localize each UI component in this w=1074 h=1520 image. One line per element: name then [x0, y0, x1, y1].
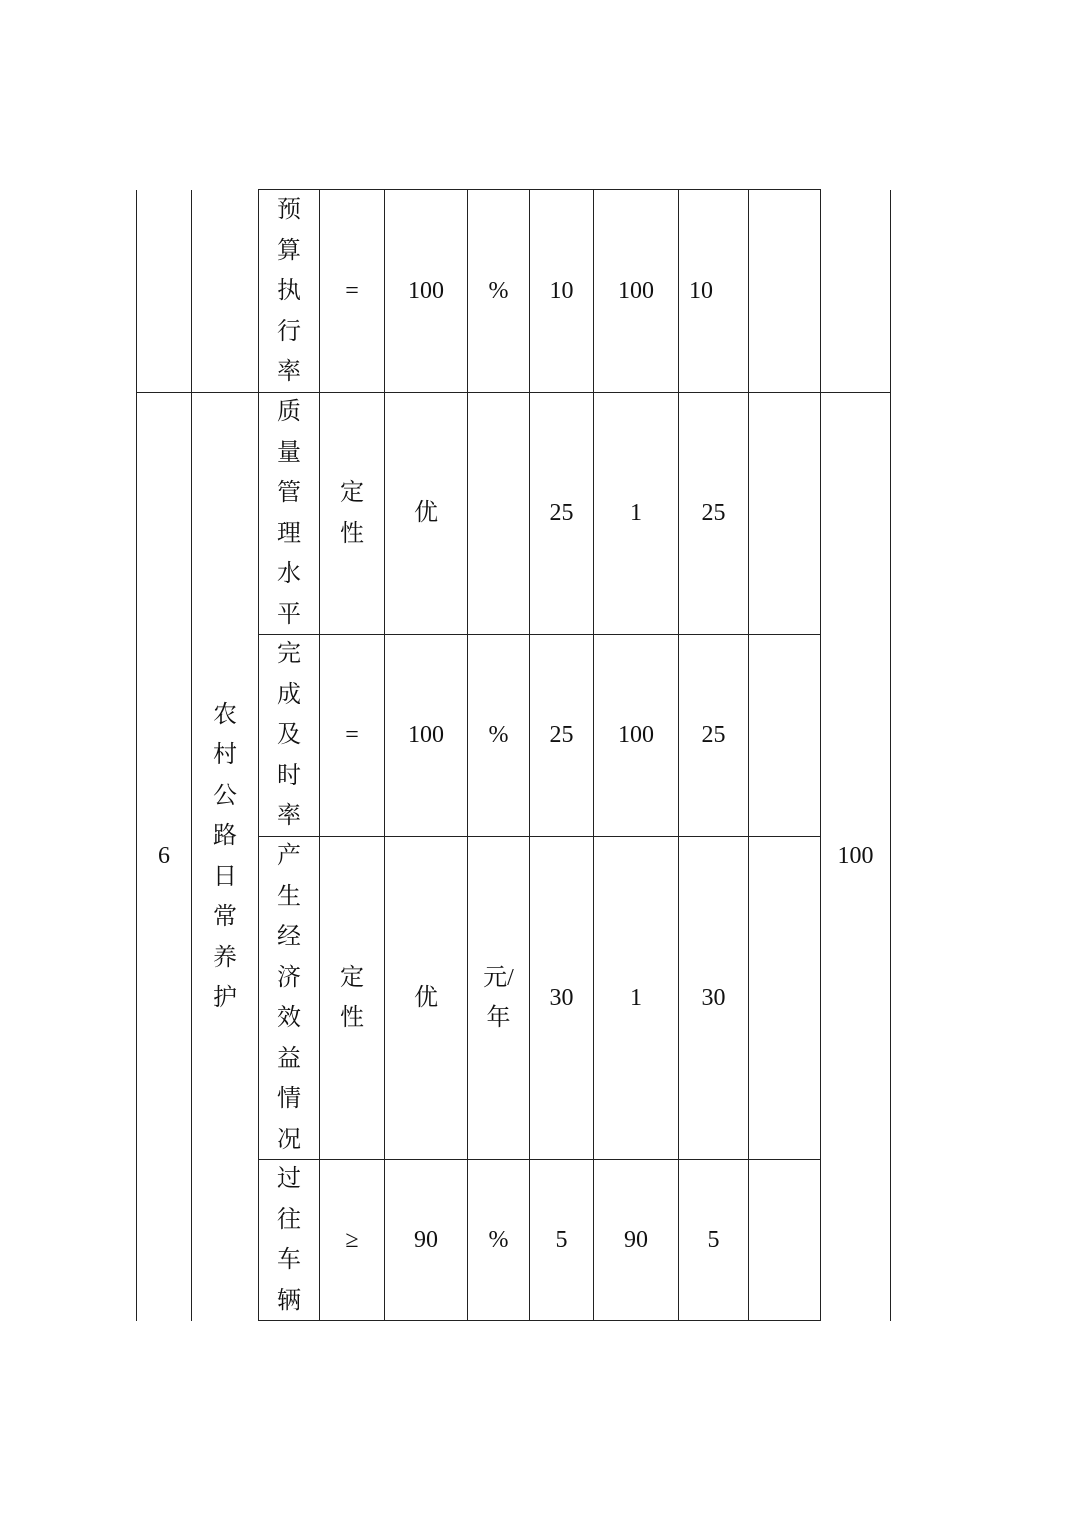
remark-cell: [749, 1160, 820, 1320]
unit-text: %: [488, 722, 509, 749]
unit-cell: [468, 393, 529, 634]
indicator-cell: [259, 393, 319, 634]
project-text: 农村公路日常养护: [212, 701, 237, 1011]
seq-cell: [137, 393, 191, 1320]
operator-text: =: [345, 278, 359, 305]
actual-text: 1: [630, 500, 642, 527]
operator-text: =: [345, 722, 359, 749]
target-cell: [385, 837, 467, 1159]
operator-text: 定性: [339, 964, 364, 1031]
weight-text: 25: [549, 500, 574, 527]
operator-cell: [320, 1160, 384, 1320]
remark-cell: [749, 837, 820, 1159]
target-cell: [385, 191, 467, 392]
weight-cell: [530, 837, 593, 1159]
seq-text: 6: [158, 843, 170, 870]
remark-cell: [749, 393, 820, 634]
unit-text: 元/年: [483, 964, 514, 1031]
score-cell: [679, 1160, 748, 1320]
actual-cell: [594, 635, 678, 836]
indicator-text: 完成及时率: [276, 641, 301, 830]
actual-cell: [594, 191, 678, 392]
score-text: 25: [701, 500, 726, 527]
weight-cell: [530, 191, 593, 392]
score-cell: [679, 635, 748, 836]
indicator-text: 过往车辆: [276, 1166, 301, 1314]
operator-cell: [320, 393, 384, 634]
operator-cell: [320, 837, 384, 1159]
weight-text: 30: [549, 984, 574, 1011]
actual-cell: [594, 393, 678, 634]
unit-cell: [468, 1160, 529, 1320]
actual-text: 1: [630, 984, 642, 1011]
score-text: 10: [689, 278, 713, 305]
indicator-cell: [259, 191, 319, 392]
weight-cell: [530, 635, 593, 836]
weight-cell: [530, 393, 593, 634]
actual-text: 90: [624, 1226, 648, 1253]
score-cell: [679, 191, 748, 392]
score-cell: [679, 837, 748, 1159]
indicator-cell: [259, 837, 319, 1159]
indicator-text: 产生经济效益情况: [276, 843, 301, 1153]
unit-cell: [468, 837, 529, 1159]
target-text: 优: [414, 984, 438, 1011]
target-cell: [385, 393, 467, 634]
grid-line: [258, 189, 821, 190]
target-cell: [385, 1160, 467, 1320]
project-cell: [192, 393, 258, 1320]
total-score-text: 100: [837, 843, 874, 870]
indicator-cell: [259, 1160, 319, 1320]
score-text: 30: [701, 984, 726, 1011]
score-cell: [679, 393, 748, 634]
unit-cell: [468, 191, 529, 392]
unit-text: %: [488, 1226, 509, 1253]
grid-line: [890, 190, 891, 1321]
indicator-text: 预算执行率: [276, 197, 301, 386]
weight-cell: [530, 1160, 593, 1320]
remark-cell: [749, 635, 820, 836]
indicator-text: 质量管理水平: [276, 399, 301, 628]
target-text: 100: [408, 278, 444, 305]
weight-text: 5: [555, 1226, 568, 1253]
score-text: 5: [707, 1226, 720, 1253]
operator-cell: [320, 191, 384, 392]
operator-text: 定性: [339, 480, 364, 547]
operator-text: ≥: [345, 1226, 359, 1253]
unit-text: %: [488, 278, 509, 305]
indicator-cell: [259, 635, 319, 836]
target-text: 90: [414, 1226, 438, 1253]
actual-text: 100: [618, 278, 654, 305]
total-score-cell: [821, 393, 890, 1320]
actual-cell: [594, 1160, 678, 1320]
target-text: 优: [414, 500, 438, 527]
actual-text: 100: [618, 722, 654, 749]
actual-cell: [594, 837, 678, 1159]
unit-cell: [468, 635, 529, 836]
remark-cell: [749, 191, 820, 392]
target-text: 100: [408, 722, 444, 749]
weight-text: 10: [549, 278, 574, 305]
target-cell: [385, 635, 467, 836]
operator-cell: [320, 635, 384, 836]
score-text: 25: [701, 722, 726, 749]
grid-line: [258, 1320, 821, 1321]
weight-text: 25: [549, 722, 574, 749]
